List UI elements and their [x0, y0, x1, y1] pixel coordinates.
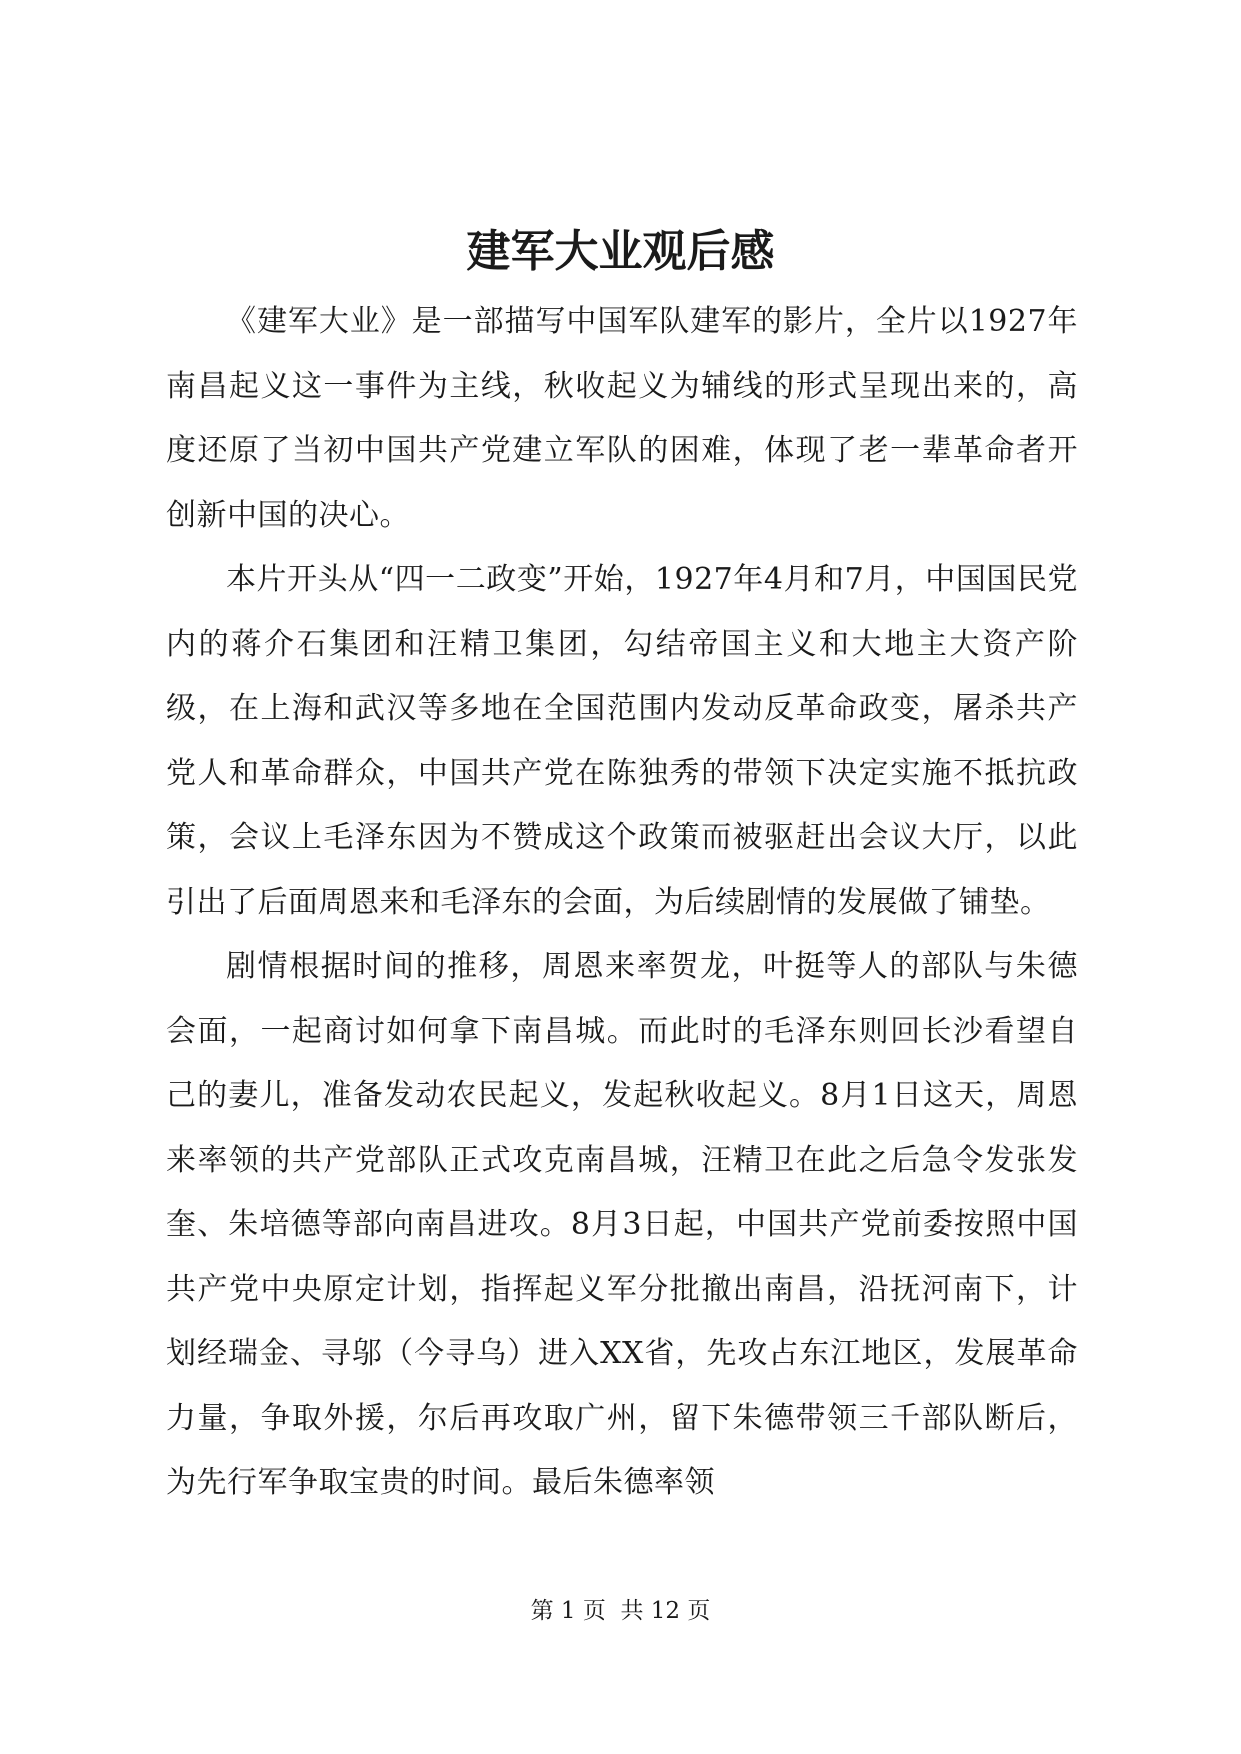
- paragraph-plot: 剧情根据时间的推移，周恩来率贺龙，叶挺等人的部队与朱德会面，一起商讨如何拿下南昌城。而此时的毛泽东则回长沙看望自己的妻儿，准备发动农民起义，发起秋收起义。8月1日这天，周恩来率领的共产党部队正式攻克南昌城，汪精卫在此之后急令发张发奎、朱培德等部向南昌进攻。8月3日起，中国共产党前委按照中国共产党中央原定计划，指挥起义军分批撤出南昌，沿抚河南下，计划经瑞金、寻邬（今寻乌）进入XX省，先攻占东江地区，发展革命力量，争取外援，尔后再攻取广州，留下朱德带领三千部队断后，为先行军争取宝贵的时间。最后朱德率领: [166, 949, 1078, 1500]
- page-number: 第 1 页 共 12 页: [530, 1598, 711, 1624]
- paragraph-opening: 本片开头从“四一二政变”开始，1927年4月和7月，中国国民党内的蒋介石集团和汪精卫集团，勾结帝国主义和大地主大资产阶级，在上海和武汉等多地在全国范围内发动反革命政变，屠杀共产党人和革命群众，中国共产党在陈独秀的带领下决定实施不抵抗政策，会议上毛泽东因为不赞成这个政策而被驱赶出会议大厅，以此引出了后面周恩来和毛泽东的会面，为后续剧情的发展做了铺垫。: [166, 562, 1078, 920]
- page-footer: [0, 1596, 1241, 1626]
- document-body: [166, 290, 1078, 1516]
- paragraph-intro: 《建军大业》是一部描写中国军队建军的影片，全片以1927年南昌起义这一事件为主线，秋收起义为辅线的形式呈现出来的，高度还原了当初中国共产党建立军队的困难，体现了老一辈革命者开创新中国的决心。: [166, 304, 1078, 533]
- document-title: 建军大业观后感: [466, 226, 775, 277]
